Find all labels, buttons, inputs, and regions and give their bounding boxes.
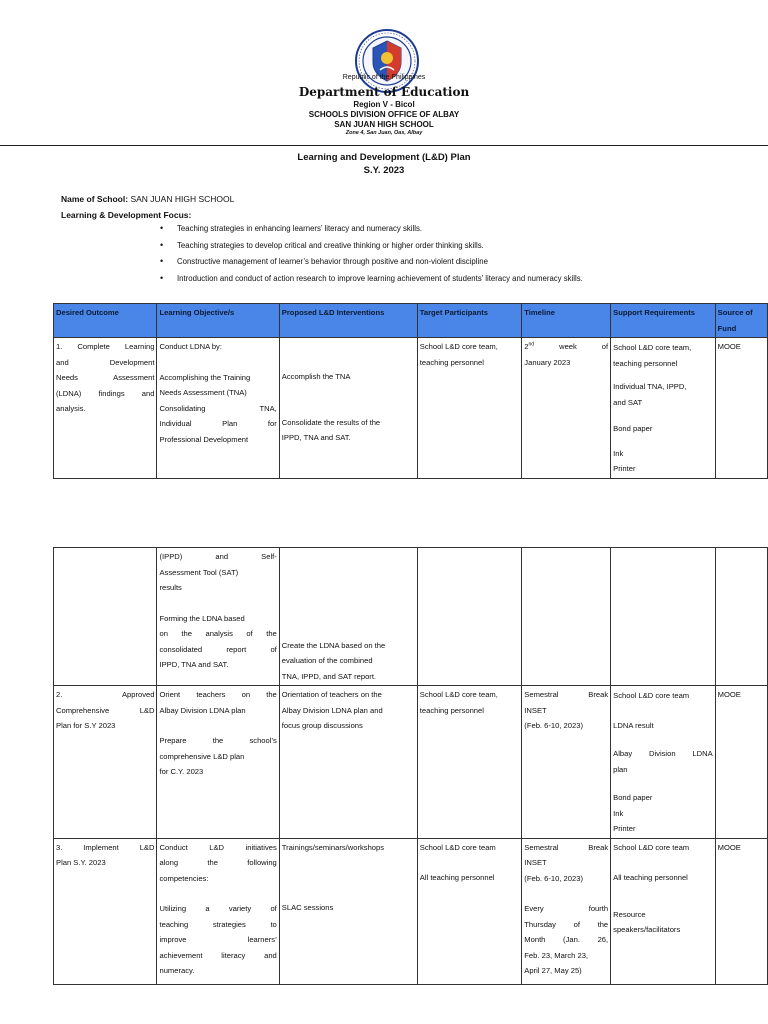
- name-of-school: [61, 194, 234, 204]
- cell-source-of-fund: [715, 548, 767, 686]
- cell-learning-objectives: Orient teachers on the Albay Division LDNA plan Prepare the school’s comprehensive L&D plan for C.Y. 2023: [157, 686, 279, 839]
- cell-desired-outcome: 2. Approved Comprehensive L&D Plan for S.Y 2023: [54, 686, 157, 839]
- cell-source-of-fund: MOOE: [715, 686, 767, 839]
- school-year: S.Y. 2023: [363, 165, 405, 176]
- cell-support-requirements: School L&D core team All teaching personnel Resource speakers/facilitators: [611, 838, 716, 984]
- focus-label: Learning & Development Focus:: [61, 210, 192, 220]
- address-line: Zone 4, San Juan, Oas, Albay: [345, 130, 423, 136]
- col-header-proposed-interventions: Proposed L&D Interventions: [279, 304, 417, 338]
- cell-desired-outcome: 1. Complete Learning and Development Needs Assessment (LDNA) findings and analysis.: [54, 338, 157, 479]
- school-line: SAN JUAN HIGH SCHOOL: [334, 120, 434, 129]
- col-header-timeline: Timeline: [522, 304, 611, 338]
- col-header-learning-objectives: Learning Objective/s: [157, 304, 279, 338]
- focus-item: • Introduction and conduct of action research to improve learning achievement of students’ literacy and numeracy skills.: [160, 274, 583, 291]
- col-header-desired-outcome: Desired Outcome: [54, 304, 157, 338]
- republic-line: Republic of the Philippines: [342, 74, 426, 81]
- col-header-target-participants: Target Participants: [417, 304, 522, 338]
- table-row: [54, 838, 768, 984]
- ld-plan-table-page1: [53, 303, 768, 479]
- cell-proposed-interventions: Trainings/seminars/workshops SLAC sessions: [279, 838, 417, 984]
- division-line: SCHOOLS DIVISION OFFICE OF ALBAY: [308, 110, 460, 119]
- name-of-school-value: SAN JUAN HIGH SCHOOL: [130, 194, 235, 204]
- department-name: Department of Education: [298, 85, 470, 99]
- cell-timeline: Semestral Break INSET (Feb. 6-10, 2023) Every fourth Thursday of the Month (Jan. 26, Feb. 23, March 23, April 27, May 25): [522, 838, 611, 984]
- cell-source-of-fund: MOOE: [715, 838, 767, 984]
- header-divider: [0, 145, 768, 146]
- focus-item: • Teaching strategies to develop critical and creative thinking or higher order thinking skills.: [160, 241, 583, 258]
- table-row: [54, 338, 768, 479]
- cell-timeline: [522, 548, 611, 686]
- region-line: Region V - Bicol: [353, 100, 415, 109]
- cell-target-participants: School L&D core team, teaching personnel: [417, 686, 522, 839]
- cell-support-requirements: [611, 548, 716, 686]
- cell-learning-objectives: Conduct L&D initiatives along the following competencies: Utilizing a variety of teaching strategies to improve learners’ achievement literacy and numeracy.: [157, 838, 279, 984]
- cell-timeline: 2nd week of January 2023: [522, 338, 611, 479]
- cell-proposed-interventions: Orientation of teachers on the Albay Division LDNA plan and focus group discussions: [279, 686, 417, 839]
- cell-target-participants: School L&D core team, teaching personnel: [417, 338, 522, 479]
- col-header-source-of-fund: Source of Fund: [715, 304, 767, 338]
- focus-item: • Teaching strategies in enhancing learners’ literacy and numeracy skills.: [160, 224, 583, 241]
- cell-desired-outcome: 3. Implement L&D Plan S.Y. 2023: [54, 838, 157, 984]
- cell-support-requirements: School L&D core team, teaching personnel Individual TNA, IPPD, and SAT Bond paper Ink Printer: [611, 338, 716, 479]
- cell-proposed-interventions: Accomplish the TNA Consolidate the results of the IPPD, TNA and SAT.: [279, 338, 417, 479]
- cell-support-requirements: School L&D core team LDNA result Albay Division LDNA plan Bond paper Ink Printer: [611, 686, 716, 839]
- focus-list: [160, 224, 583, 290]
- cell-proposed-interventions: Create the LDNA based on the evaluation of the combined TNA, IPPD, and SAT report.: [279, 548, 417, 686]
- cell-desired-outcome: [54, 548, 157, 686]
- focus-item: • Constructive management of learner’s behavior through positive and non-violent discipline: [160, 257, 583, 274]
- table-header-row: [54, 304, 768, 338]
- name-of-school-label: Name of School:: [61, 194, 129, 204]
- cell-source-of-fund: MOOE: [715, 338, 767, 479]
- cell-learning-objectives: Conduct LDNA by: Accomplishing the Training Needs Assessment (TNA) Consolidating TNA, Individual Plan for Professional Development: [157, 338, 279, 479]
- cell-target-participants: [417, 548, 522, 686]
- document-title: Learning and Development (L&D) Plan: [297, 152, 471, 163]
- table-row: [54, 548, 768, 686]
- col-header-support-requirements: Support Requirements: [611, 304, 716, 338]
- table-row: [54, 686, 768, 839]
- ld-plan-table-page2: [53, 547, 768, 985]
- cell-target-participants: School L&D core team All teaching personnel: [417, 838, 522, 984]
- cell-timeline: Semestral Break INSET (Feb. 6-10, 2023): [522, 686, 611, 839]
- cell-learning-objectives: (IPPD) and Self- Assessment Tool (SAT) results Forming the LDNA based on the analysis of the consolidated report of IPPD, TNA and SAT.: [157, 548, 279, 686]
